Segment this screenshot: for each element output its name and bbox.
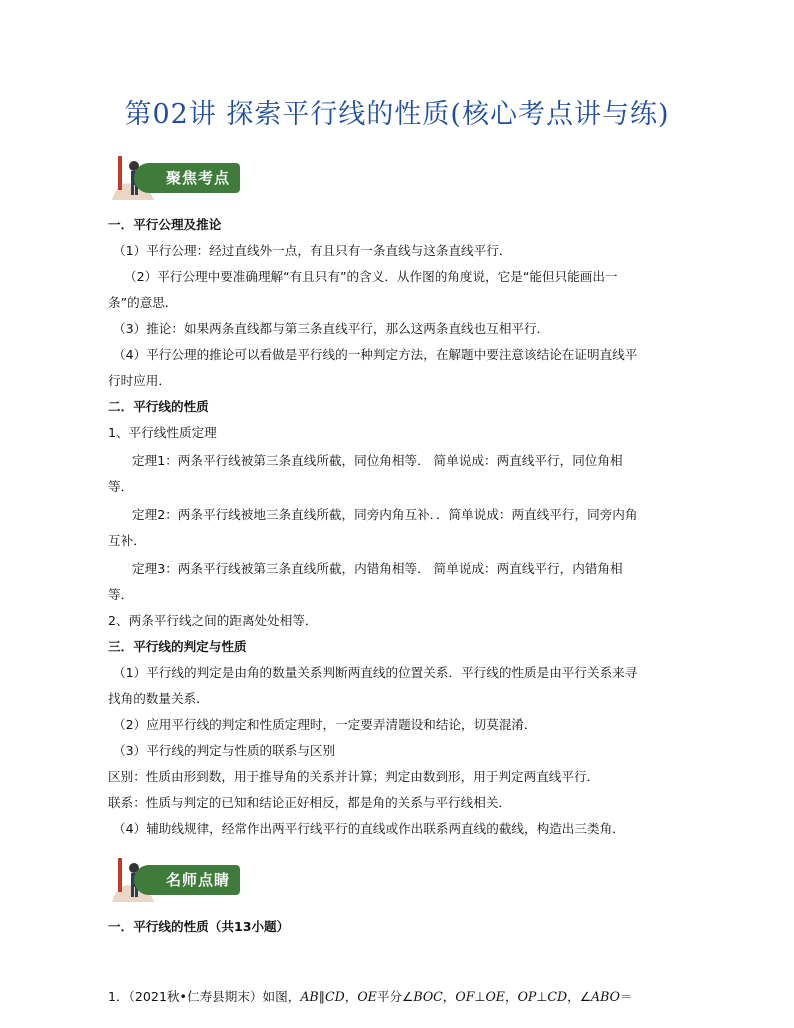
text-line: （2）平行公理中要准确理解“有且只有”的含义．从作图的角度说，它是“能但只能画出一	[124, 269, 618, 284]
section-heading: 二．平行线的性质	[108, 399, 209, 414]
text-line: 找角的数量关系．	[108, 691, 209, 706]
question-1: 1．（2021秋•仁寿县期末）如图，AB∥CD，OE平分∠BOC，OF⊥OE，OP⊥CD，∠ABO＝	[108, 989, 633, 1004]
text-line: （4）辅助线规律，经常作出两平行线平行的直线或作出联系两直线的截线，构造出三类角．	[113, 821, 625, 836]
text-line: 区别：性质由形到数，用于推导角的关系并计算；判定由数到形，用于判定两直线平行．	[108, 769, 600, 784]
text-line: （3）推论：如果两条直线都与第三条直线平行，那么这两条直线也互相平行．	[113, 321, 550, 336]
text-line: 行时应用．	[108, 373, 171, 388]
page-title: 第02讲 探索平行线的性质(核心考点讲与练)	[124, 99, 670, 130]
text-line: （3）平行线的判定与性质的联系与区别	[113, 743, 336, 758]
section-badge-tips	[108, 852, 240, 906]
section-heading: 一．平行公理及推论	[108, 217, 222, 232]
badge-label: 聚焦考点	[134, 163, 240, 193]
section-heading: 一．平行线的性质（共13小题）	[108, 919, 290, 934]
text-line: （1）平行公理：经过直线外一点，有且只有一条直线与这条直线平行．	[113, 243, 512, 258]
text-line: 定理2：两条平行线被地三条直线所截，同旁内角互补．．简单说成：两直线平行，同旁内角	[132, 507, 638, 522]
text-line: 互补．	[108, 533, 146, 548]
text-line: 定理3：两条平行线被第三条直线所截，内错角相等． 简单说成：两直线平行，内错角相	[132, 561, 623, 576]
text-line: 等．	[108, 587, 134, 602]
text-line: 定理1：两条平行线被第三条直线所截，同位角相等． 简单说成：两直线平行，同位角相	[132, 453, 623, 468]
section-heading: 三．平行线的判定与性质	[108, 639, 247, 654]
text-line: 联系：性质与判定的已知和结论正好相反，都是角的关系与平行线相关．	[108, 795, 511, 810]
section-badge-focus	[108, 150, 240, 204]
text-line: 2、两条平行线之间的距离处处相等．	[108, 613, 318, 628]
text-line: （4）平行公理的推论可以看做是平行线的一种判定方法，在解题中要注意该结论在证明直线平	[113, 347, 638, 362]
badge-label: 名师点睛	[134, 865, 240, 895]
text-line: 等．	[108, 479, 134, 494]
text-line: （2）应用平行线的判定和性质定理时，一定要弄清题设和结论，切莫混淆．	[113, 717, 537, 732]
text-line: 条”的意思．	[108, 295, 178, 310]
text-line: 1、平行线性质定理	[108, 425, 217, 440]
text-line: （1）平行线的判定是由角的数量关系判断两直线的位置关系．平行线的性质是由平行关系来寻	[113, 665, 638, 680]
